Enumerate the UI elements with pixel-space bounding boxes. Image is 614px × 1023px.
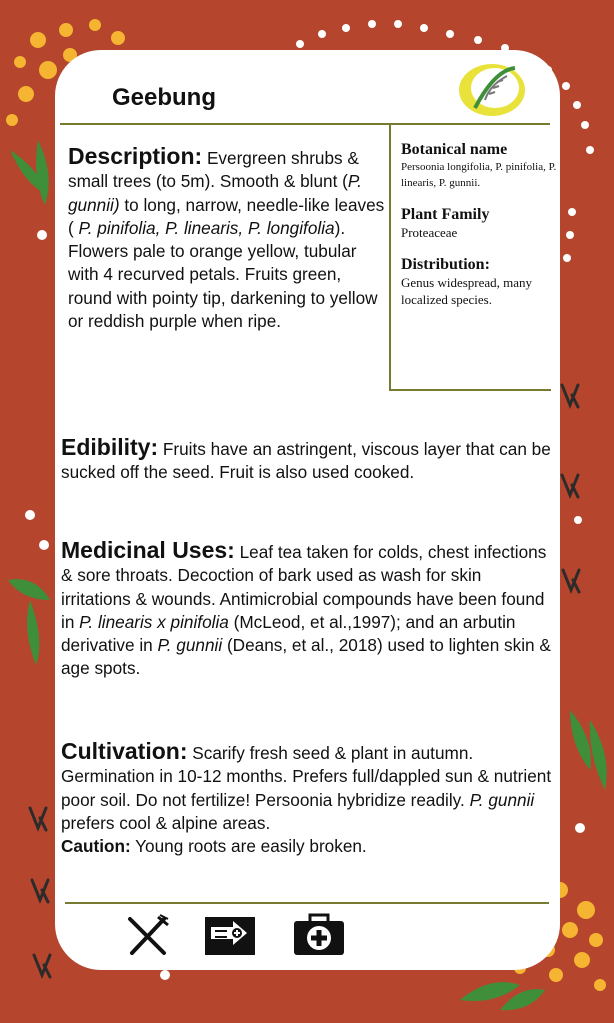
- medicinal-section: [61, 539, 553, 681]
- footer-divider: [65, 902, 549, 904]
- medicinal-italic-1: P. linearis x pinifolia: [79, 611, 229, 632]
- medicinal-text-1: Leaf tea taken for colds, chest infections & sore throats. Decoction of bark used as wash for skin irritations & wounds. Antimicrobial compounds have been found in: [61, 542, 547, 632]
- plant-title: Geebung: [112, 84, 217, 111]
- medicinal-text-2: (McLeod, et al.,1997); and an arbutin derivative in: [61, 611, 516, 656]
- botanical-name-label: Botanical name: [401, 141, 508, 158]
- description-text-1: Evergreen shrubs & small trees (to 5m). Smooth & blunt (: [68, 148, 359, 192]
- medical-kit-icon: [292, 913, 346, 957]
- distribution-value: Genus widespread, many localized species.: [401, 275, 533, 307]
- medicinal-text-3: (Deans, et al., 2018) used to lighten skin & age spots.: [61, 635, 551, 679]
- title-divider: [60, 123, 550, 125]
- edibility-section: [61, 436, 553, 485]
- cultivation-heading: Cultivation:: [61, 738, 188, 764]
- hand-remedy-icon: [203, 913, 257, 957]
- caution-text: Young roots are easily broken.: [130, 836, 367, 857]
- cultivation-text-2: prefers cool & alpine areas.: [61, 812, 271, 833]
- leaf-logo-icon: [455, 60, 529, 120]
- cultivation-section: [61, 740, 553, 858]
- plant-family-label: Plant Family: [401, 206, 490, 223]
- info-box-divider: [389, 125, 391, 390]
- cultivation-italic-1: P. gunnii: [469, 789, 535, 810]
- distribution-label: Distribution:: [401, 256, 490, 273]
- caution-label: Caution:: [61, 836, 131, 857]
- description-section: [68, 145, 388, 333]
- edibility-text: Fruits have an astringent, viscous layer that can be sucked off the seed. Fruit is also used cooked.: [61, 439, 551, 483]
- description-italic-1: P. gunnii): [68, 171, 362, 215]
- botanical-name-value: Persoonia longifolia, P. pinifolia, P. linearis, P. gunnii.: [401, 161, 557, 189]
- medicinal-italic-2: P. gunnii: [157, 635, 223, 656]
- edibility-heading: Edibility:: [61, 434, 159, 460]
- description-text-2: to long, narrow, needle-like leaves (: [68, 194, 385, 238]
- info-box-bottom: [389, 389, 551, 391]
- description-heading: Description:: [68, 143, 203, 169]
- plant-family-value: Proteaceae: [401, 225, 458, 240]
- medicinal-heading: Medicinal Uses:: [61, 537, 235, 563]
- description-text-3: ). Flowers pale to orange yellow, tubular with 4 recurved petals. Fruits green, round with pointy tip, darkening to yellow or reddish purple when ripe.: [68, 217, 378, 332]
- botanical-info-box: [401, 140, 559, 322]
- edible-icon: [124, 913, 172, 957]
- cultivation-text-1: Scarify fresh seed & plant in autumn. Germination in 10-12 months. Prefers full/dappled sun & nutrient poor soil. Do not fertilize! Persoonia hybridize readily.: [61, 743, 552, 810]
- description-italic-2: P. pinifolia, P. linearis, P. longifolia: [73, 217, 335, 238]
